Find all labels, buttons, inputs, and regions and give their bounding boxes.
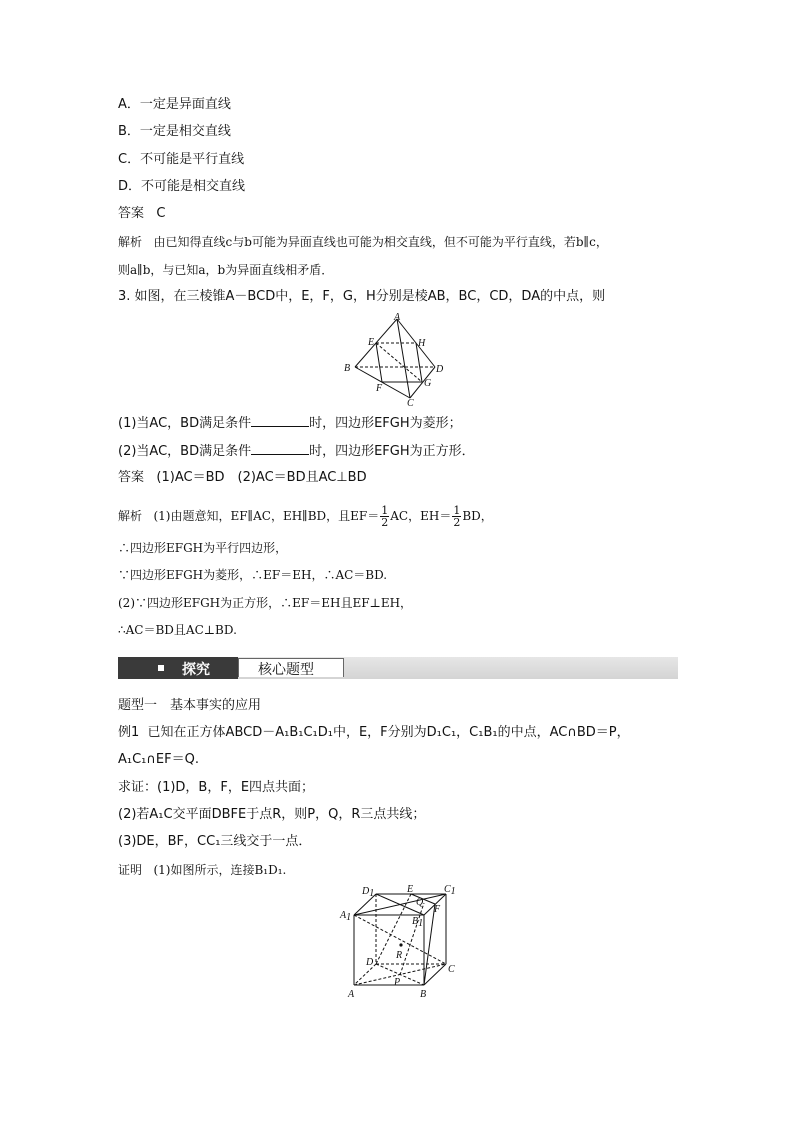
requirement-1: 求证：(1)D，B，F，E四点共面； [118, 780, 315, 795]
analysis-line-q3-1 [118, 505, 493, 528]
analysis-label-q3: 解析 [118, 509, 143, 523]
label-c: C [407, 398, 414, 406]
label-b: B [420, 989, 427, 1000]
option-a: A．一定是异面直线 [118, 97, 231, 112]
diagonal-eg [376, 343, 422, 382]
label-d1: D1 [362, 886, 375, 899]
section-banner [118, 657, 678, 679]
analysis-line-q3-5: ∴AC＝BD且AC⊥BD. [118, 623, 237, 637]
part1-prefix: (1)当AC，BD满足条件 [118, 416, 252, 431]
answer-value-q3: (1)AC＝BD (2)AC＝BD且AC⊥BD [156, 470, 367, 485]
tetrahedron-figure [344, 312, 444, 406]
example-1-line-2: A₁C₁∩EF＝Q. [118, 752, 199, 767]
fraction-half-2 [452, 505, 461, 528]
analysis-line-q3-3: ∵四边形EFGH为菱形，∴EF＝EH，∴AC＝BD. [118, 568, 388, 582]
label-b1: B1 [412, 916, 424, 929]
question-3-stem: 3. 如图，在三棱锥A－BCD中，E，F，G，H分别是棱AB，BC，CD，DA的中点，则 [118, 289, 606, 304]
label-a: A [394, 312, 401, 323]
label-f: F [376, 383, 383, 394]
frac-num: 1 [453, 504, 461, 517]
label-e: E [407, 884, 414, 895]
answer-line-q3 [118, 469, 367, 487]
option-c: C．不可能是平行直线 [118, 152, 245, 167]
option-d: D．不可能是相交直线 [118, 179, 246, 194]
segment-fb [424, 904, 435, 985]
frac-den: 2 [381, 516, 389, 529]
option-b: B．一定是相交直线 [118, 124, 231, 139]
label-q: Q [416, 897, 424, 908]
answer-label-q3: 答案 [118, 470, 145, 485]
answer-label: 答案 [118, 206, 145, 221]
label-c: C [448, 964, 455, 975]
analysis-line-q2-2: 则a∥b，与已知a，b为异面直线相矛盾． [118, 263, 334, 277]
label-d: D [366, 957, 374, 968]
point-r [399, 943, 402, 946]
label-p: P [394, 977, 401, 988]
banner-dark-block [118, 657, 238, 679]
frac-num: 1 [381, 504, 389, 517]
analysis-q3-a: (1)由题意知，EF∥AC，EH∥BD，且EF＝ [153, 509, 380, 523]
segment-ef [376, 343, 382, 382]
analysis-line-q3-2: ∴四边形EFGH为平行四边形， [118, 541, 288, 555]
label-h: H [418, 338, 426, 349]
edge-ac [397, 319, 410, 398]
banner-left-title: 探究 [182, 662, 210, 678]
analysis-q3-c: BD， [462, 509, 493, 523]
proof-text: (1)如图所示，连接B₁D₁. [153, 863, 287, 877]
label-g: G [424, 378, 432, 389]
analysis-line-q2-1 [118, 233, 608, 251]
example-label: 例1 [118, 725, 140, 740]
blank-2 [251, 442, 309, 455]
label-r: R [396, 950, 403, 961]
label-a: A [348, 989, 355, 1000]
analysis-text: 由已知得直线c与b可能为异面直线也可能为相交直线，但不可能为平行直线，若b∥c， [153, 235, 608, 249]
analysis-label: 解析 [118, 235, 143, 249]
requirement-3: (3)DE，BF，CC₁三线交于一点． [118, 834, 312, 849]
label-b: B [344, 363, 351, 374]
analysis-q3-b: AC，EH＝ [390, 509, 452, 523]
question-type-title: 题型一 基本事实的应用 [118, 698, 262, 713]
label-a1: A1 [340, 910, 352, 923]
banner-bullet-icon [158, 665, 164, 671]
proof-label: 证明 [118, 863, 143, 877]
cube-figure [336, 882, 466, 1004]
requirement-2: (2)若A₁C交平面DBFE于点R，则P，Q，R三点共线； [118, 807, 426, 822]
label-f: F [434, 904, 441, 915]
example-text-1: 已知在正方体ABCD－A₁B₁C₁D₁中，E，F分别为D₁C₁，C₁B₁的中点，AC∩BD＝P， [147, 725, 630, 740]
label-e: E [368, 337, 375, 348]
question-3-part-1 [118, 414, 462, 433]
answer-value: C [156, 206, 166, 221]
banner-right-title: 核心题型 [258, 662, 314, 678]
label-c1: C1 [444, 884, 456, 897]
question-3-part-2 [118, 442, 475, 461]
blank-1 [251, 414, 309, 427]
frac-den: 2 [453, 516, 461, 529]
part2-suffix: 时，四边形EFGH为正方形． [309, 444, 475, 459]
example-1-line-1 [118, 724, 630, 742]
part1-suffix: 时，四边形EFGH为菱形； [309, 416, 462, 431]
edge-bc [424, 964, 446, 985]
part2-prefix: (2)当AC，BD满足条件 [118, 444, 252, 459]
label-d: D [436, 364, 444, 375]
fraction-half-1 [380, 505, 389, 528]
proof-line [118, 861, 286, 879]
analysis-line-q3-4: (2)∵四边形EFGH为正方形，∴EF＝EH且EF⊥EH， [118, 596, 413, 610]
answer-line-q2 [118, 205, 166, 223]
